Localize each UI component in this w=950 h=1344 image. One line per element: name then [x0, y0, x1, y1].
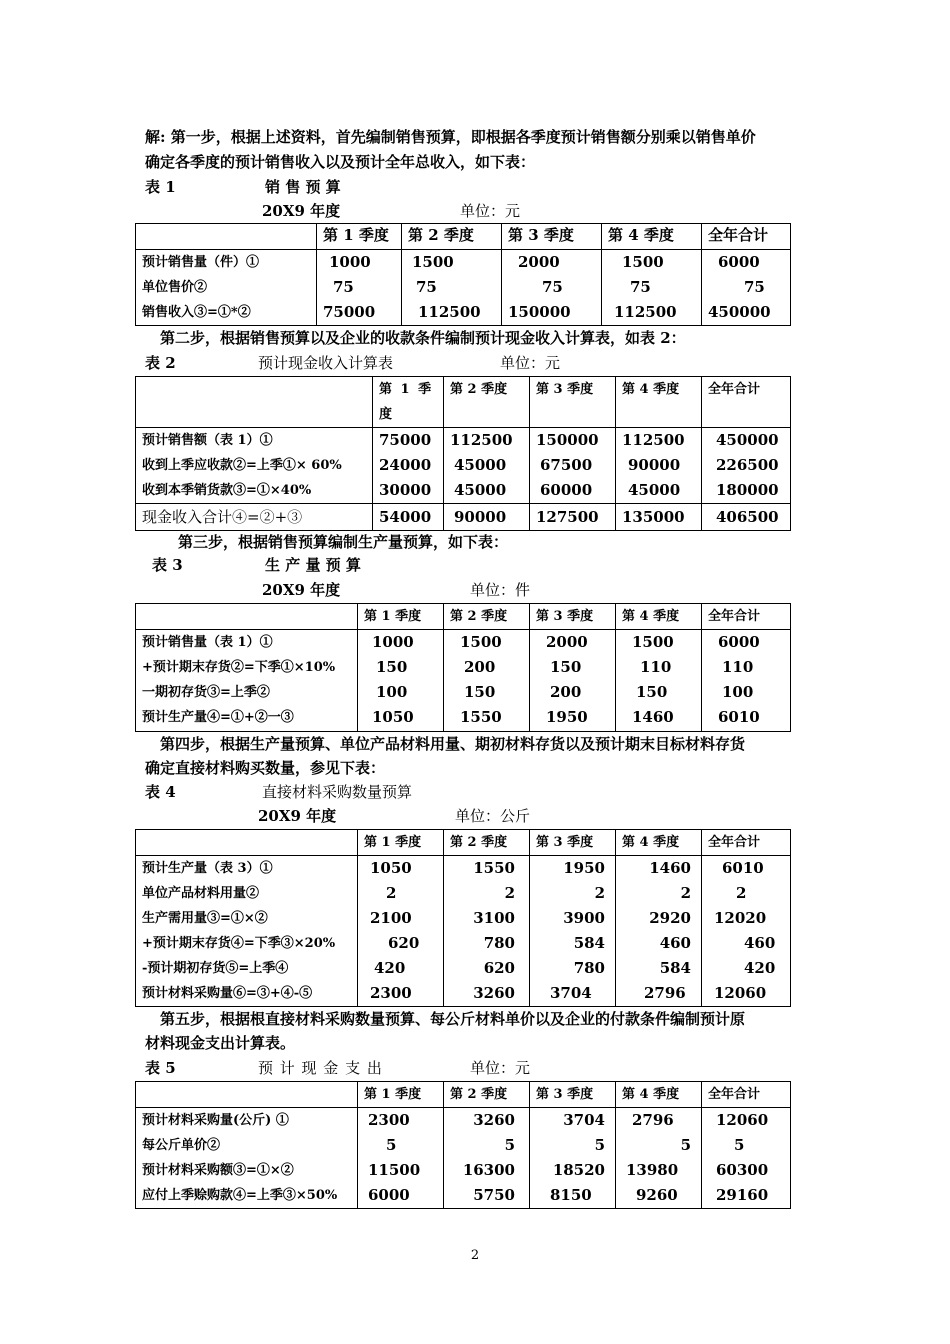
table3	[135, 603, 791, 732]
table3-cell: 6000	[718, 633, 760, 651]
table4	[135, 829, 791, 1007]
table2-total: 127500	[530, 504, 616, 531]
table5-corner	[136, 1082, 358, 1108]
table1-cell: 75	[744, 278, 765, 296]
table5-row-label: 预计材料采购额③=①×②	[142, 1163, 294, 1178]
table3-header: 第 3 季度	[530, 604, 616, 630]
table3-col-total	[702, 630, 791, 732]
table4-cell: 420	[374, 959, 406, 977]
table5-col-q2	[444, 1108, 530, 1209]
table4-cell: 620	[483, 959, 515, 977]
table5-unit: 单位：元	[470, 1059, 531, 1077]
table5-col-q3	[530, 1108, 616, 1209]
table1-cell: 75	[416, 278, 437, 296]
table5-cell: 60300	[716, 1161, 769, 1179]
table3-label: 表 3	[152, 556, 183, 574]
table3-cell: 100	[722, 683, 754, 701]
table5-title: 预 计 现 金 支 出	[258, 1059, 383, 1077]
table3-row-label: 预计生产量④=①+②一③	[142, 710, 294, 725]
table4-cell: 1950	[563, 859, 605, 877]
table3-cell: 1460	[632, 708, 674, 726]
step2-text: 第二步，根据销售预算以及企业的收款条件编制预计现金收入计算表，如表 2：	[160, 329, 686, 347]
table5-row-label: 每公斤单价②	[142, 1138, 221, 1153]
table1-header: 全年合计	[702, 224, 791, 250]
table2-header: 全年合计	[702, 377, 791, 428]
table2-cell: 24000	[379, 456, 432, 474]
table4-title: 直接材料采购数量预算	[262, 783, 413, 801]
table4-corner	[136, 830, 358, 856]
table1	[135, 223, 791, 326]
table3-cell: 1050	[372, 708, 414, 726]
table5-cell: 29160	[716, 1186, 769, 1204]
table5-cell: 5750	[473, 1186, 515, 1204]
table2-cell: 112500	[450, 431, 513, 449]
table1-header: 第 2 季度	[402, 224, 502, 250]
table3-cell: 1000	[372, 633, 414, 651]
table4-row-label: +预计期末存货④=下季③×20%	[142, 936, 336, 951]
table5-cell: 6000	[368, 1186, 410, 1204]
table1-cell: 1500	[412, 253, 454, 271]
intro-line-1: 解: 第一步，根据上述资料，首先编制销售预算，即根据各季度预计销售额分别乘以销售单价	[145, 128, 756, 146]
table4-label: 表 4	[145, 783, 176, 801]
table3-header: 第 2 季度	[444, 604, 530, 630]
table5-row-label: 应付上季赊购款④=上季③×50%	[142, 1188, 338, 1203]
table3-cell: 150	[636, 683, 668, 701]
table4-col-q2	[444, 856, 530, 1007]
table4-cell: 2920	[649, 909, 691, 927]
table2-unit: 单位：元	[500, 354, 561, 372]
table5-cell: 12060	[716, 1111, 769, 1129]
table2-header-part: 度	[379, 407, 393, 422]
table4-cell: 584	[659, 959, 691, 977]
table3-title: 生 产 量 预 算	[265, 556, 361, 574]
table4-header: 全年合计	[702, 830, 791, 856]
table1-header: 第 4 季度	[602, 224, 702, 250]
table3-year: 20X9 年度	[262, 581, 341, 599]
table4-col-q3	[530, 856, 616, 1007]
table5-header: 第 4 季度	[616, 1082, 702, 1108]
table3-row-label: 预计销售量（表 1）①	[142, 635, 273, 650]
table2-cell: 150000	[536, 431, 599, 449]
table3-cell: 6010	[718, 708, 760, 726]
table3-row-label: 一期初存货③=上季②	[142, 685, 270, 700]
table4-year: 20X9 年度	[258, 807, 337, 825]
table4-cell: 460	[659, 934, 691, 952]
table1-cell: 6000	[718, 253, 760, 271]
table4-header: 第 3 季度	[530, 830, 616, 856]
table1-unit: 单位：元	[460, 202, 521, 220]
table4-col-q4	[616, 856, 702, 1007]
table5-cell: 8150	[550, 1186, 592, 1204]
table5-cell: 5	[386, 1136, 397, 1154]
table4-cell: 2100	[370, 909, 412, 927]
table3-col-q4	[616, 630, 702, 732]
table3-cell: 1950	[546, 708, 588, 726]
table5-header: 第 2 季度	[444, 1082, 530, 1108]
table5-row-label: 预计材料采购量(公斤) ①	[142, 1113, 289, 1128]
table4-row-label: -预计期初存货⑤=上季④	[142, 961, 289, 976]
step3-text: 第三步，根据销售预算编制生产量预算，如下表：	[178, 533, 509, 551]
table3-cell: 100	[376, 683, 408, 701]
table2-row-label: 收到上季应收款②=上季①× 60%	[142, 458, 342, 473]
table5-col-total	[702, 1108, 791, 1209]
table4-cell: 2300	[370, 984, 412, 1002]
table1-col-total	[702, 250, 791, 326]
table2-col-q2	[444, 428, 530, 504]
table4-cell: 3900	[563, 909, 605, 927]
table5-col-q4	[616, 1108, 702, 1209]
table5-col-q1	[358, 1108, 444, 1209]
table2-cell: 45000	[628, 481, 681, 499]
table4-cell: 1460	[649, 859, 691, 877]
table3-cell: 150	[464, 683, 496, 701]
table2-total-label: 现金收入合计④=②+③	[136, 504, 373, 531]
table1-row-label: 销售收入③=①*②	[142, 305, 251, 320]
table4-cell: 2	[680, 884, 691, 902]
table2-cell: 90000	[628, 456, 681, 474]
page-number: 2	[470, 1248, 480, 1263]
table5-cell: 5	[680, 1136, 691, 1154]
table3-header: 第 1 季度	[358, 604, 444, 630]
table5-row-labels	[136, 1108, 358, 1209]
table2-row-label: 收到本季销货款③=①×40%	[142, 483, 312, 498]
table4-cell: 3100	[473, 909, 515, 927]
table4-cell: 1550	[473, 859, 515, 877]
table3-col-q2	[444, 630, 530, 732]
table5-cell: 2796	[632, 1111, 674, 1129]
table2-total: 135000	[616, 504, 702, 531]
table1-cell: 75	[542, 278, 563, 296]
table2-cell: 67500	[540, 456, 593, 474]
table3-row-labels	[136, 630, 358, 732]
table4-cell: 620	[388, 934, 420, 952]
table1-cell: 450000	[708, 303, 771, 321]
table1-year: 20X9 年度	[262, 202, 341, 220]
table3-cell: 110	[722, 658, 754, 676]
table1-cell: 75	[333, 278, 354, 296]
table3-cell: 200	[550, 683, 582, 701]
table4-row-labels	[136, 856, 358, 1007]
table1-header: 第 1 季度	[317, 224, 402, 250]
table2-cell: 180000	[716, 481, 779, 499]
table4-cell: 2	[736, 884, 747, 902]
table2-cell: 45000	[454, 481, 507, 499]
table5-header: 全年合计	[702, 1082, 791, 1108]
table1-col-q4	[602, 250, 702, 326]
table1-row-label: 单位售价②	[142, 280, 208, 295]
table4-cell: 3704	[550, 984, 592, 1002]
table1-cell: 112500	[418, 303, 481, 321]
table4-col-q1	[358, 856, 444, 1007]
table1-row-labels	[136, 250, 317, 326]
table4-cell: 420	[744, 959, 776, 977]
table4-cell: 1050	[370, 859, 412, 877]
table5-cell: 2300	[368, 1111, 410, 1129]
table1-title: 销 售 预 算	[265, 178, 341, 196]
table4-header: 第 2 季度	[444, 830, 530, 856]
table2-row-labels	[136, 428, 373, 504]
table4-cell: 2796	[644, 984, 686, 1002]
table5-cell: 5	[594, 1136, 605, 1154]
table1-col-q1	[317, 250, 402, 326]
step4-line-2: 确定直接材料购买数量，参见下表：	[145, 759, 386, 777]
table3-header: 第 4 季度	[616, 604, 702, 630]
table4-cell: 2	[504, 884, 515, 902]
table1-cell: 150000	[508, 303, 571, 321]
table3-row-label: +预计期末存货②=下季①×10%	[142, 660, 336, 675]
step5-line-1: 第五步，根据根直接材料采购数量预算、每公斤材料单价以及企业的付款条件编制预计原	[160, 1010, 746, 1028]
table1-cell: 112500	[614, 303, 677, 321]
table5-label: 表 5	[145, 1059, 176, 1077]
table4-cell: 12060	[714, 984, 767, 1002]
table5-cell: 9260	[636, 1186, 678, 1204]
table5-cell: 3260	[473, 1111, 515, 1129]
table2-title: 预计现金收入计算表	[258, 354, 394, 372]
table2-cell: 112500	[622, 431, 685, 449]
table4-cell: 460	[744, 934, 776, 952]
table1-col-q3	[502, 250, 602, 326]
table2-corner	[136, 377, 373, 428]
intro-line-2: 确定各季度的预计销售收入以及预计全年总收入，如下表：	[145, 153, 536, 171]
table4-cell: 2	[594, 884, 605, 902]
step4-line-1: 第四步，根据生产量预算、单位产品材料用量、期初材料存货以及预计期末目标材料存货	[160, 735, 746, 753]
table1-label: 表 1	[145, 178, 176, 196]
table4-cell: 6010	[722, 859, 764, 877]
table4-cell: 584	[573, 934, 605, 952]
table2-header: 第 3 季度	[530, 377, 616, 428]
table1-cell: 1000	[329, 253, 371, 271]
table3-cell: 150	[550, 658, 582, 676]
table2-cell: 30000	[379, 481, 432, 499]
table4-cell: 3260	[473, 984, 515, 1002]
table1-row-label: 预计销售量（件）①	[142, 255, 260, 270]
table2-col-q4	[616, 428, 702, 504]
table1-header: 第 3 季度	[502, 224, 602, 250]
table5-cell: 18520	[552, 1161, 605, 1179]
table3-cell: 1550	[460, 708, 502, 726]
table2-header: 第 4 季度	[616, 377, 702, 428]
table2-cell: 45000	[454, 456, 507, 474]
table1-cell: 75000	[323, 303, 376, 321]
table3-cell: 2000	[546, 633, 588, 651]
step5-line-2: 材料现金支出计算表。	[145, 1034, 296, 1052]
table4-unit: 单位：公斤	[455, 807, 531, 825]
table5	[135, 1081, 791, 1209]
table5-cell: 3704	[563, 1111, 605, 1129]
table3-cell: 1500	[460, 633, 502, 651]
table2-cell: 226500	[716, 456, 779, 474]
table2-cell: 60000	[540, 481, 593, 499]
table3-cell: 150	[376, 658, 408, 676]
table2-cell: 450000	[716, 431, 779, 449]
table2-col-q3	[530, 428, 616, 504]
table3-corner	[136, 604, 358, 630]
table2-header: 第 2 季度	[444, 377, 530, 428]
table2-total: 406500	[702, 504, 791, 531]
table4-cell: 12020	[714, 909, 767, 927]
table1-col-q2	[402, 250, 502, 326]
table1-cell: 2000	[518, 253, 560, 271]
table2-row-label: 预计销售额（表 1）①	[142, 433, 273, 448]
table3-cell: 1500	[632, 633, 674, 651]
table4-row-label: 预计材料采购量⑥=③+④-⑤	[142, 986, 313, 1001]
table3-unit: 单位：件	[470, 581, 531, 599]
table3-header: 全年合计	[702, 604, 791, 630]
table2-total: 90000	[444, 504, 530, 531]
table4-cell: 2	[386, 884, 397, 902]
table2-header-q1	[373, 377, 444, 428]
table5-cell: 13980	[626, 1161, 679, 1179]
table4-cell: 780	[573, 959, 605, 977]
table3-col-q3	[530, 630, 616, 732]
table2-label: 表 2	[145, 354, 176, 372]
table5-header: 第 1 季度	[358, 1082, 444, 1108]
table1-corner	[136, 224, 317, 250]
table1-cell: 1500	[622, 253, 664, 271]
table4-header: 第 1 季度	[358, 830, 444, 856]
table1-cell: 75	[630, 278, 651, 296]
table4-row-label: 预计生产量（表 3）①	[142, 861, 273, 876]
table5-cell: 11500	[368, 1161, 421, 1179]
table5-cell: 5	[734, 1136, 745, 1154]
table5-cell: 5	[504, 1136, 515, 1154]
table2-col-q1	[373, 428, 444, 504]
table3-cell: 110	[640, 658, 672, 676]
table2-cell: 75000	[379, 431, 432, 449]
table2-total: 54000	[373, 504, 444, 531]
table2-col-total	[702, 428, 791, 504]
table4-row-label: 生产需用量③=①×②	[142, 911, 268, 926]
table4-cell: 780	[483, 934, 515, 952]
table4-row-label: 单位产品材料用量②	[142, 886, 260, 901]
table3-col-q1	[358, 630, 444, 732]
table3-cell: 200	[464, 658, 496, 676]
table2	[135, 376, 791, 531]
table2-header-part: 第 1 季	[379, 382, 434, 397]
table5-header: 第 3 季度	[530, 1082, 616, 1108]
table4-col-total	[702, 856, 791, 1007]
table4-header: 第 4 季度	[616, 830, 702, 856]
table5-cell: 16300	[462, 1161, 515, 1179]
